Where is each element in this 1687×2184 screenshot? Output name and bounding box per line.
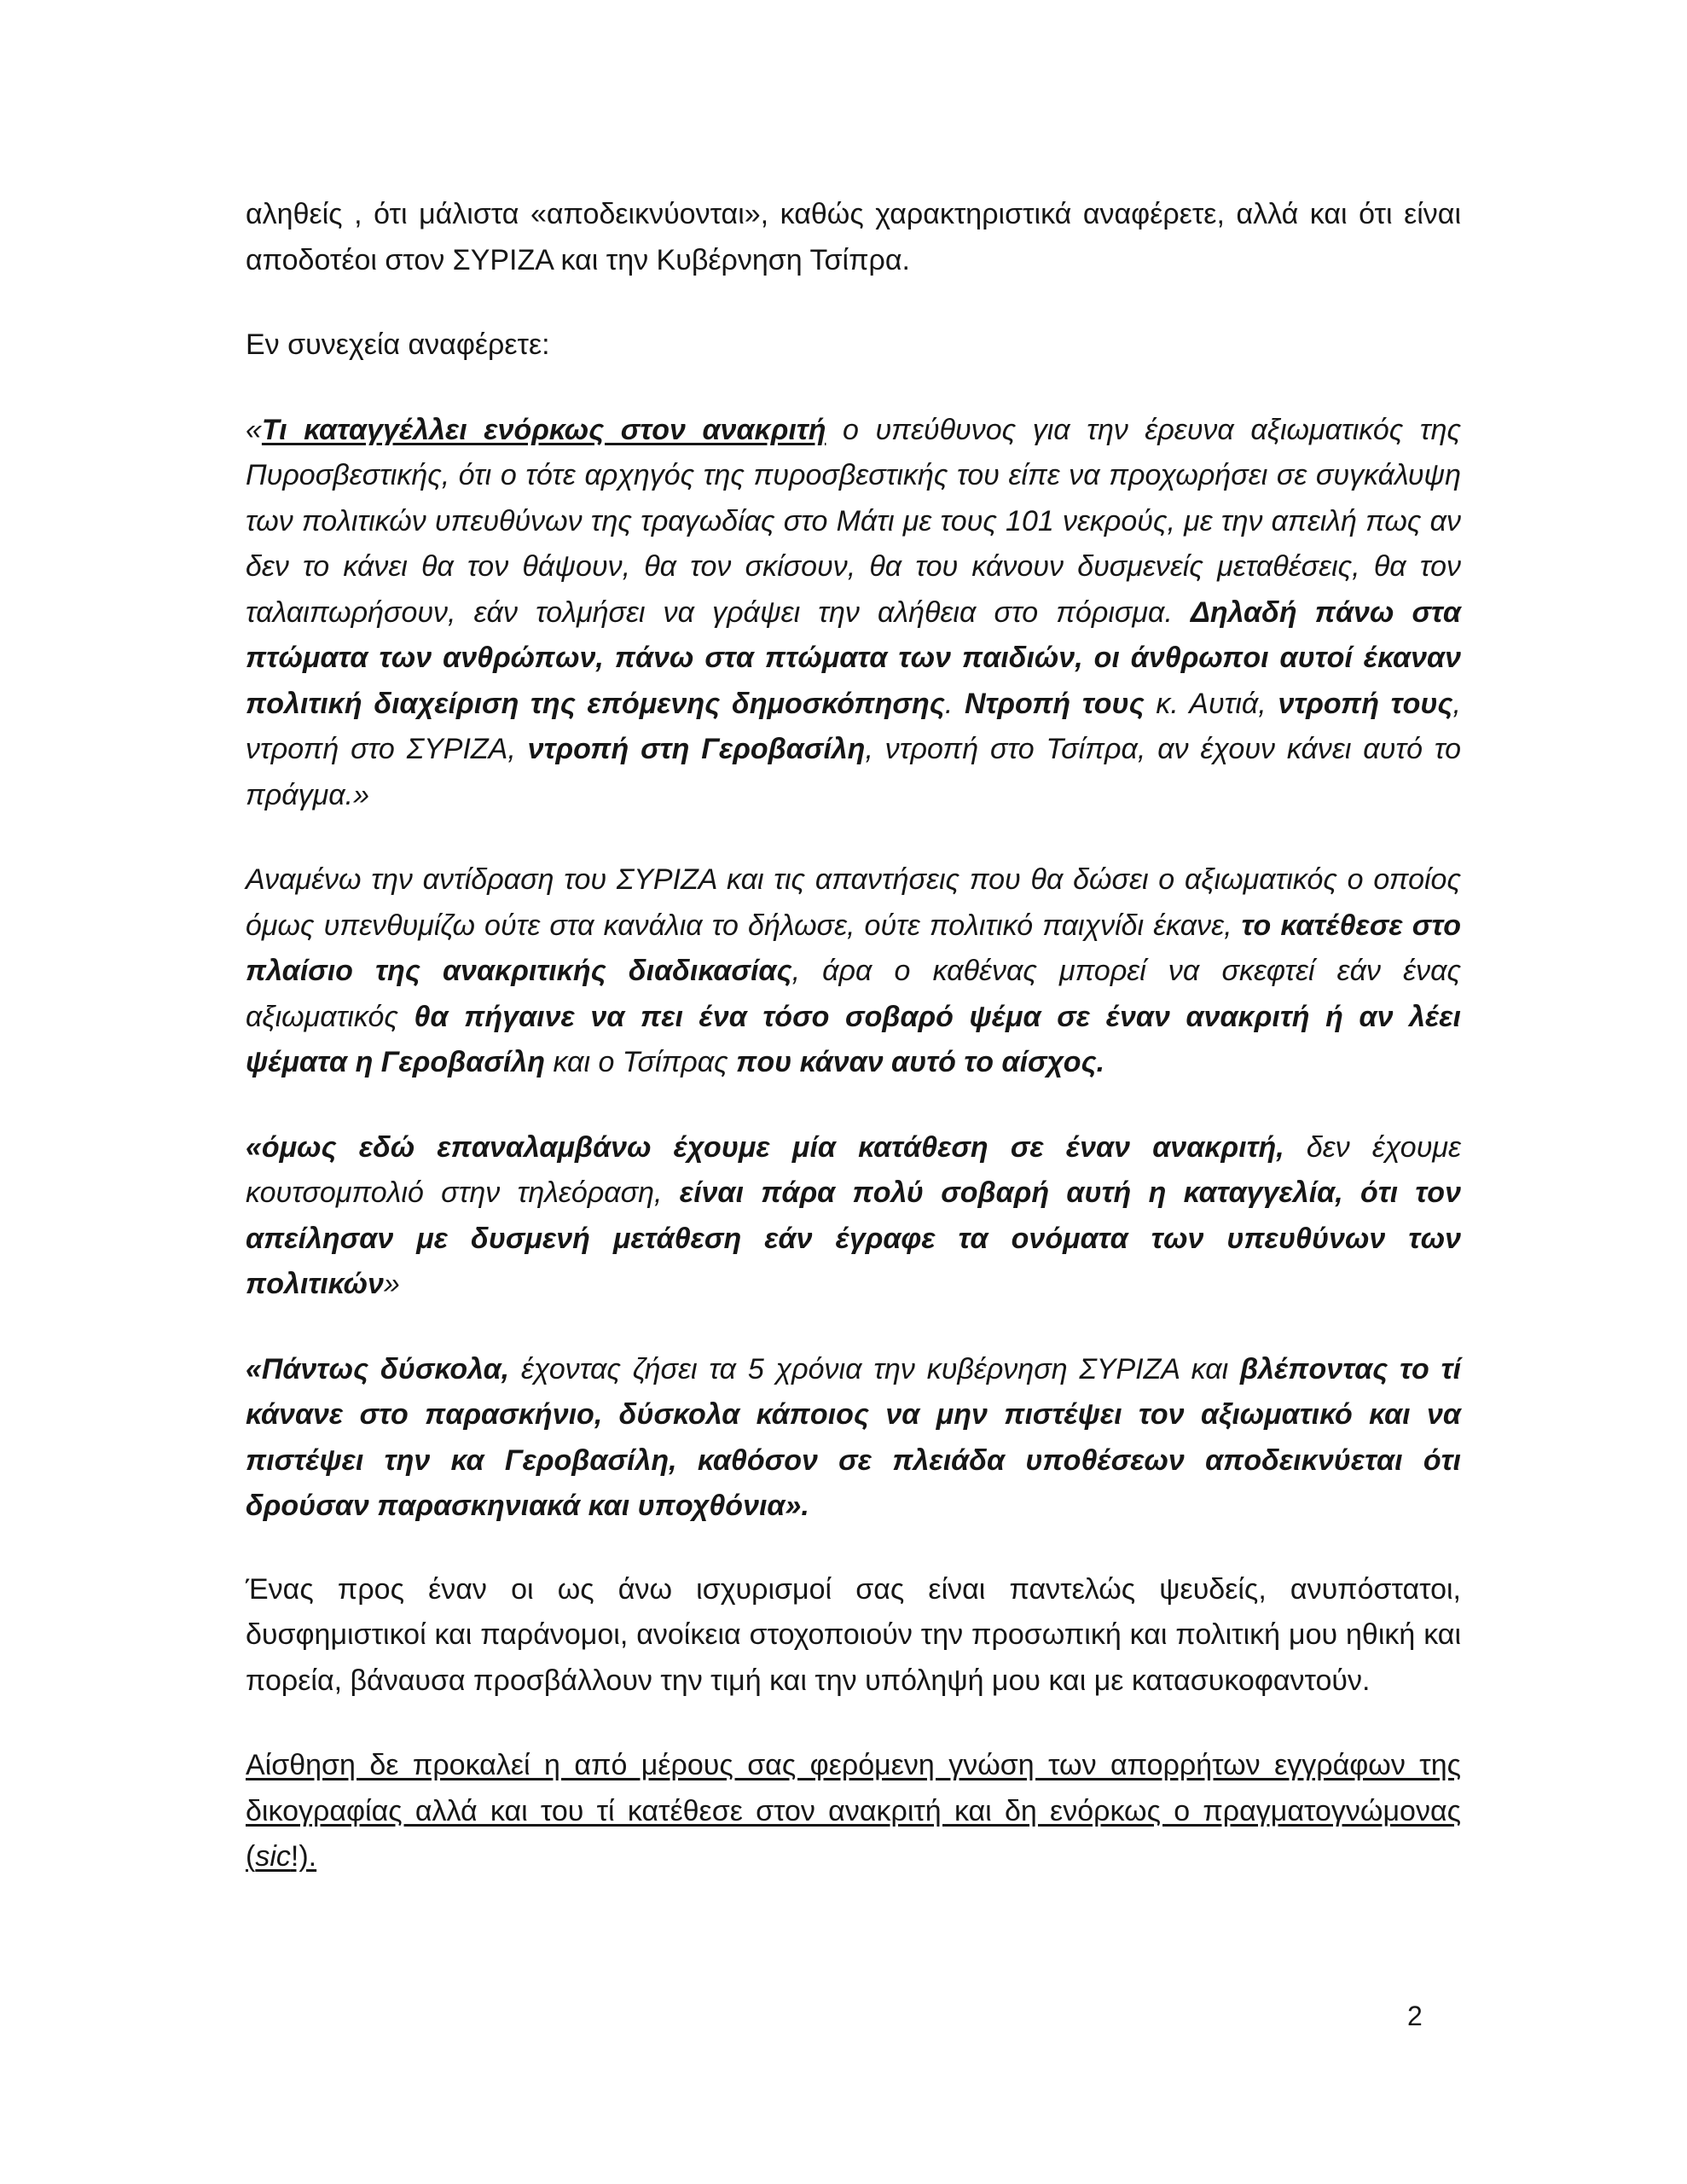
text-run: , άρα ο καθένας μπορεί να σκεφτεί εάν ένας αξιωματικός <box>246 955 1461 1033</box>
paragraph <box>246 322 1461 369</box>
text-run: δεν έχουμε κουτσομπολιό στην τηλεόραση, <box>246 1130 1461 1209</box>
text-run: κ. Αυτιά, <box>1144 687 1278 720</box>
quoted-paragraph <box>246 408 1461 819</box>
text-run: ντροπή στη Γεροβασίλη <box>527 733 866 765</box>
text-run: θα πήγαινε να πει ένα τόσο σοβαρό ψέμα σε έναν ανακριτή ή αν λέει ψέματα η Γεροβασίλη <box>246 1000 1461 1078</box>
underlined-paragraph <box>246 1743 1461 1880</box>
quoted-paragraph <box>246 857 1461 1086</box>
text-run: Εν συνεχεία αναφέρετε: <box>246 328 550 361</box>
text-run: και ο Τσίπρας <box>545 1046 737 1078</box>
text-run: Δηλαδή πάνω στα πτώματα των ανθρώπων, πάνω στα πτώματα των παιδιών, οι άνθρωποι αυτοί έκαναν πολιτική διαχείριση της επόμενης δημοσκόπησης <box>246 595 1461 720</box>
page-number: 2 <box>1407 2001 1423 2031</box>
document-page <box>246 192 1461 1920</box>
paragraph <box>246 192 1461 283</box>
text-run: Αίσθηση δε προκαλεί η από μέρους σας φερόμενη γνώση των απορρήτων εγγράφων της δικογραφίας αλλά και του τί κατέθεσε στον ανακριτή και δη ενόρκως ο πραγματογνώμονας ( <box>246 1749 1461 1873</box>
text-run: «Πάντως δύσκολα, <box>246 1352 510 1385</box>
text-run: Ντροπή τους <box>964 687 1145 720</box>
text-run: Ένας προς έναν οι ως άνω ισχυρισμοί σας είναι παντελώς ψευδείς, ανυπόστατοι, δυσφημιστικοί και παράνομοι, ανοίκεια στοχοποιούν την προσωπική και πολιτική μου ηθική και πορεία, βάναυσα προσβάλλουν την τιμή και την υπόληψή μου και με κατασυκοφαντούν. <box>246 1572 1461 1697</box>
text-run: « <box>246 413 262 446</box>
text-run: ο υπεύθυνος για την έρευνα αξιωματικός της Πυροσβεστικής, ότι ο τότε αρχηγός της πυροσβεστικής του είπε να προχωρήσει σε συγκάλυψη των πολιτικών υπευθύνων της τραγωδίας στο Μάτι με τους 101 νεκρούς, με την απειλή πως αν δεν το κάνει θα τον θάψουν, θα τον σκίσουν, θα του κάνουν δυσμενείς μεταθέσεις, θα τον ταλαιπωρήσουν, εάν τολμήσει να γράψει την αλήθεια στο πόρισμα. <box>246 413 1461 629</box>
text-run: έχοντας ζήσει τα 5 χρόνια την κυβέρνηση ΣΥΡΙΖΑ και <box>509 1352 1241 1385</box>
text-run: που κάναν αυτό το αίσχος. <box>736 1046 1105 1078</box>
text-run: βλέποντας το τί κάνανε στο παρασκήνιο, δύσκολα κάποιος να μην πιστέψει τον αξιωματικό και να πιστέψει την κα Γεροβασίλη, καθόσον σε πλειάδα υποθέσεων αποδεικνύεται ότι δρούσαν παρασκηνιακά και υποχθόνια». <box>246 1352 1461 1522</box>
quoted-paragraph <box>246 1347 1461 1530</box>
text-run: , ντροπή στο Τσίπρα, αν έχουν κάνει αυτό το πράγμα.» <box>246 733 1462 811</box>
text-run: » <box>383 1268 400 1300</box>
text-run: «όμως εδώ επαναλαμβάνω έχουμε μία κατάθεση σε έναν ανακριτή, <box>246 1130 1284 1164</box>
text-run: . <box>944 687 965 720</box>
text-run: Αναμένω την αντίδραση του ΣΥΡΙΖΑ και τις απαντήσεις που θα δώσει ο αξιωματικός ο οποίος όμως υπενθυμίζω ούτε στα κανάλια το δήλωσε, ούτε πολιτικό παιχνίδι έκανε, <box>246 863 1461 942</box>
text-run: το κατέθεσε στο πλαίσιο της ανακριτικής διαδικασίας <box>246 909 1461 987</box>
text-run: ντροπή τους <box>1278 687 1453 720</box>
text-run: είναι πάρα πολύ σοβαρή αυτή η καταγγελία, ότι τον απείλησαν με δυσμενή μετάθεση εάν έγραφε τα ονόματα των υπευθύνων των πολιτικών <box>246 1176 1461 1300</box>
paragraph <box>246 1567 1461 1705</box>
text-run: sic <box>255 1840 291 1873</box>
text-run: !). <box>290 1840 317 1873</box>
text-run: , ντροπή στο ΣΥΡΙΖΑ, <box>246 687 1461 765</box>
text-run: Τι καταγγέλλει ενόρκως στον ανακριτή <box>261 413 826 446</box>
text-run: αληθείς , ότι μάλιστα «αποδεικνύονται», καθώς χαρακτηριστικά αναφέρετε, αλλά και ότι είναι αποδοτέοι στον ΣΥΡΙΖΑ και την Κυβέρνηση Τσίπρα. <box>246 198 1461 276</box>
quoted-paragraph <box>246 1125 1461 1308</box>
